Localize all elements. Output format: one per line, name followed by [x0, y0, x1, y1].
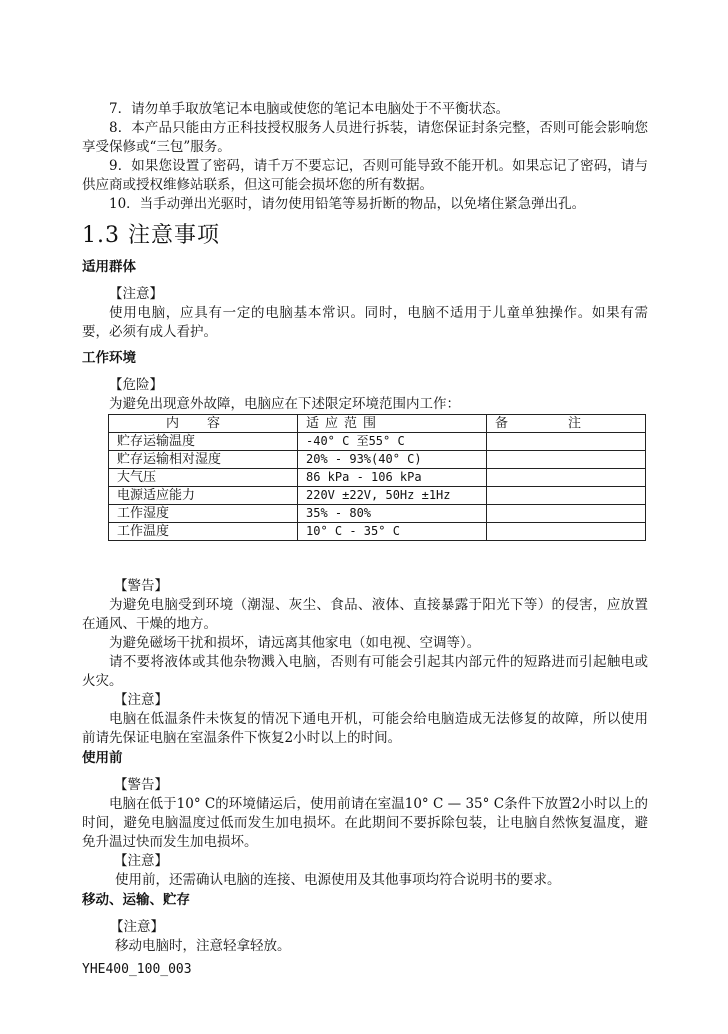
paragraph: 请不要将液体或其他杂物溅入电脑，否则有可能会引起其内部元件的短路进而引起触电或火灾。	[82, 654, 648, 689]
table-cell: 贮存运输相对湿度	[109, 451, 298, 469]
table-header: 适应范围	[298, 415, 487, 433]
table-header: 内容	[109, 415, 298, 433]
section-title: 1.3 注意事项	[82, 223, 220, 248]
notice-tag: 【注意】	[109, 286, 163, 302]
notice-tag: 【注意】	[114, 853, 168, 869]
paragraph: 使用电脑，应具有一定的电脑基本常识。同时，电脑不适用于儿童单独操作。如果有需要，必须有成人看护。	[82, 305, 648, 340]
table-cell: 10° C - 35° C	[298, 523, 487, 541]
table-cell: 贮存运输温度	[109, 433, 298, 451]
table-cell: 大气压	[109, 469, 298, 487]
table-cell: 35% - 80%	[298, 505, 487, 523]
table-cell	[487, 505, 646, 523]
table-cell: 220V ±22V, 50Hz ±1Hz	[298, 487, 487, 505]
paragraph: 为避免磁场干扰和损坏，请远离其他家电（如电视、空调等）。	[109, 635, 481, 651]
environment-table	[108, 414, 646, 541]
list-item: 9．如果您设置了密码，请千万不要忘记，否则可能导致不能开机。如果忘记了密码，请与供应商或授权维修站联系，但这可能会损坏您的所有数据。	[82, 158, 648, 193]
table-row	[109, 505, 646, 523]
table-cell	[487, 451, 646, 469]
table-cell: -40° C 至55° C	[298, 433, 487, 451]
danger-tag: 【危险】	[109, 377, 163, 393]
paragraph: 电脑在低于10° C的环境储运后，使用前请在室温10° C — 35° C条件下放置2小时以上的时间，避免电脑温度过低而发生加电损坏。在此期间不要拆除包装，让电脑自然恢复温度，避免升温过快而发生加电损坏。	[82, 796, 648, 850]
table-row	[109, 469, 646, 487]
table-header-row	[109, 415, 646, 433]
warning-tag: 【警告】	[114, 578, 168, 594]
table-cell: 工作温度	[109, 523, 298, 541]
notice-tag: 【注意】	[110, 919, 164, 935]
table-row	[109, 523, 646, 541]
subheading-audience: 适用群体	[82, 259, 136, 275]
notice-tag: 【注意】	[114, 692, 168, 708]
table-row	[109, 433, 646, 451]
subheading-before-use: 使用前	[82, 750, 123, 766]
table-cell: 20% - 93%(40° C)	[298, 451, 487, 469]
document-code-footer: YHE400_100_003	[82, 962, 192, 977]
table-cell: 86 kPa - 106 kPa	[298, 469, 487, 487]
table-header: 备注	[487, 415, 646, 433]
table-cell	[487, 433, 646, 451]
warning-tag: 【警告】	[114, 777, 168, 793]
paragraph: 电脑在低温条件未恢复的情况下通电开机，可能会给电脑造成无法修复的故障，所以使用前请先保证电脑在室温条件下恢复2小时以上的时间。	[82, 711, 648, 746]
table-cell	[487, 523, 646, 541]
table-row	[109, 451, 646, 469]
subheading-transport: 移动、运输、贮存	[82, 892, 190, 908]
paragraph: 使用前，还需确认电脑的连接、电源使用及其他事项均符合说明书的要求。	[115, 872, 561, 888]
paragraph: 为避免电脑受到环境（潮湿、灰尘、食品、液体、直接暴露于阳光下等）的侵害，应放置在通风、干燥的地方。	[82, 597, 648, 632]
table-cell: 电源适应能力	[109, 487, 298, 505]
table-cell	[487, 487, 646, 505]
list-item: 8．本产品只能由方正科技授权服务人员进行拆装，请您保证封条完整，否则可能会影响您享受保修或“三包”服务。	[82, 120, 648, 155]
table-row	[109, 487, 646, 505]
subheading-environment: 工作环境	[82, 350, 136, 366]
table-cell: 工作湿度	[109, 505, 298, 523]
paragraph: 为避免出现意外故障，电脑应在下述限定环境范围内工作：	[109, 396, 460, 412]
paragraph: 移动电脑时，注意轻拿轻放。	[115, 938, 291, 954]
list-item: 7．请勿单手取放笔记本电脑或使您的笔记本电脑处于不平衡状态。	[109, 101, 510, 117]
table-cell	[487, 469, 646, 487]
document-page	[82, 100, 648, 956]
list-item: 10．当手动弹出光驱时，请勿使用铅笔等易折断的物品，以免堵住紧急弹出孔。	[109, 196, 586, 212]
